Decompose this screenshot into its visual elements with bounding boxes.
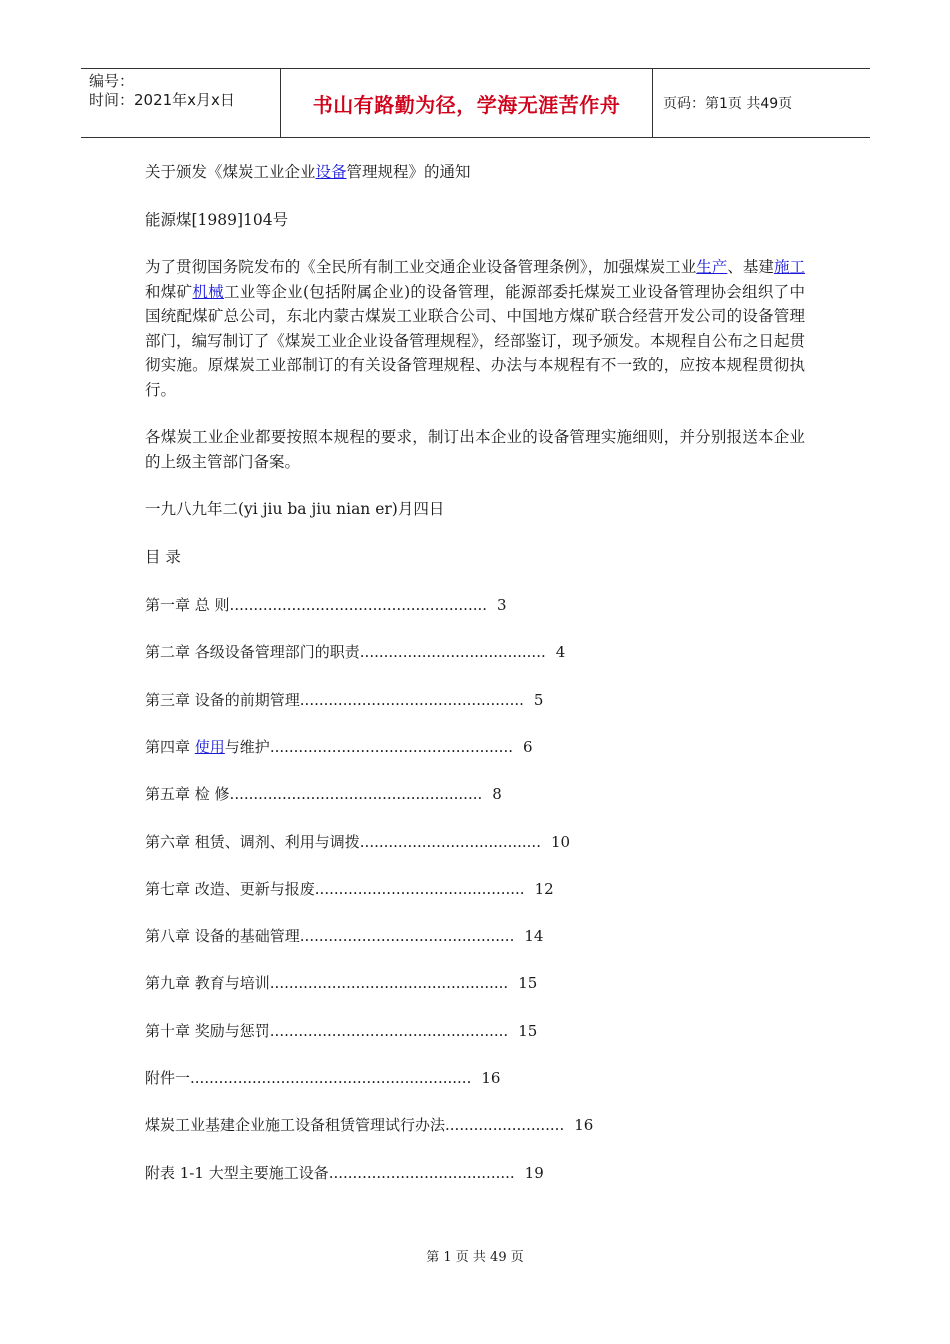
para1-text-c: 和煤矿 — [145, 282, 193, 301]
toc-leader-dots: ....................................... — [328, 1163, 515, 1182]
toc-entry-title: 煤炭工业基建企业施工设备租赁管理试行办法 — [145, 1116, 446, 1135]
toc-leader-dots: ..................................................... — [229, 785, 483, 804]
toc-entry-title: 第五章 检 修 — [145, 785, 230, 804]
toc-entry[interactable] — [145, 1020, 765, 1041]
toc-entry-title-end: 与维护 — [224, 737, 270, 756]
toc-entry-title: 第三章 设备的前期管理 — [145, 690, 300, 709]
toc-page-number: 8 — [492, 785, 502, 804]
para1-text-d: 工业等企业(包括附属企业)的设备管理，能源部委托煤炭工业设备管理协会组织了中国统配煤矿总公司，东北内蒙古煤炭工业联合公司、中国地方煤矿联合经营开发公司的设备管理部门，编写制订了《煤炭工业企业设备管理规程》，经部鉴订，现予颁发。本规程自公布之日起贯彻实施。原煤炭工业部制订的有关设备管理规程、办法与本规程有不一致的，应按本规程贯彻执行。 — [145, 282, 805, 399]
paragraph-1 — [145, 255, 805, 402]
toc-leader-dots: .................................................. — [269, 974, 509, 993]
toc-page-number: 14 — [524, 927, 544, 946]
toc-entry[interactable] — [145, 1114, 765, 1135]
toc-entry[interactable] — [145, 641, 765, 662]
toc-page-number: 19 — [524, 1163, 544, 1182]
para1-text-a: 为了贯彻国务院发布的《全民所有制工业交通企业设备管理条例》，加强煤炭工业 — [145, 258, 697, 276]
toc-entry-title: 第八章 设备的基础管理 — [145, 927, 300, 946]
toc-entry[interactable] — [145, 736, 765, 757]
header-meta — [81, 69, 281, 137]
toc-entry[interactable] — [145, 925, 765, 946]
doc-number-label: 编号： — [89, 72, 135, 90]
toc-leader-dots: ....................................... — [359, 643, 546, 662]
toc-leader-dots: ........................................................... — [190, 1069, 472, 1087]
toc-entry-title: 附表 1-1 大型主要施工设备 — [145, 1163, 329, 1182]
motto: 书山有路勤为径，学海无涯苦作舟 — [281, 69, 653, 137]
page-header — [81, 68, 870, 138]
toc-entry-title: 第二章 各级设备管理部门的职责 — [145, 643, 360, 662]
toc-page-number: 10 — [550, 832, 571, 851]
toc-entry-title: 第六章 租赁、调剂、利用与调拨 — [145, 832, 360, 851]
toc-entry[interactable] — [145, 594, 765, 615]
page-indicator: 页码：第1页 共49页 — [663, 96, 793, 112]
toc-entry[interactable] — [145, 831, 765, 852]
toc-page-number: 3 — [497, 596, 507, 614]
toc-leader-dots: ............................................ — [314, 879, 525, 898]
page-footer: 第 1 页 共 49 页 — [426, 1250, 524, 1265]
toc-entry-title: 第十章 奖励与惩罚 — [145, 1021, 270, 1040]
toc-leader-dots: ............................................... — [299, 690, 524, 709]
link-machinery[interactable]: 机械 — [192, 282, 224, 301]
para1-text-b: 、基建 — [727, 258, 774, 276]
toc-entry[interactable] — [145, 1162, 765, 1183]
toc-entry[interactable] — [145, 972, 765, 993]
notice-title — [145, 160, 805, 185]
doc-number: 能源煤[1989]104号 — [145, 210, 289, 229]
link-production[interactable]: 生产 — [696, 258, 728, 276]
toc-page-number: 5 — [533, 690, 544, 709]
toc-page-number: 12 — [534, 879, 554, 898]
toc-entry-title: 第九章 教育与培训 — [145, 974, 270, 993]
toc-entry-title: 第七章 改造、更新与报废 — [145, 879, 315, 898]
toc-page-number: 15 — [518, 1021, 538, 1040]
date-label: 时间：2021年x月x日 — [89, 91, 235, 109]
title-text-end: 管理规程》的通知 — [346, 163, 471, 181]
issue-date: 一九八九年二(yi jiu ba jiu nian er)月四日 — [145, 500, 445, 518]
toc-page-number: 4 — [555, 643, 566, 662]
toc-page-number: 16 — [481, 1069, 501, 1087]
toc-entry[interactable] — [145, 1067, 765, 1088]
toc-page-number: 16 — [574, 1116, 594, 1135]
toc-leader-dots: ...................................................... — [229, 596, 488, 614]
toc-leader-dots: ................................................... — [269, 737, 513, 756]
toc-leader-dots: .................................................. — [269, 1021, 509, 1040]
toc-entry-title: 附件一 — [145, 1069, 191, 1087]
toc-entry[interactable] — [145, 878, 765, 899]
title-text: 关于颁发《煤炭工业企业 — [145, 163, 316, 181]
toc-entry-link[interactable]: 使用 — [194, 737, 225, 756]
paragraph-2: 各煤炭工业企业都要按照本规程的要求，制订出本企业的设备管理实施细则，并分别报送本企业的上级主管部门备案。 — [145, 428, 805, 471]
toc-entry-title: 第一章 总 则 — [145, 596, 230, 614]
toc-leader-dots: ......................... — [445, 1116, 565, 1135]
toc-leader-dots: ...................................... — [359, 832, 541, 851]
toc-leader-dots: ............................................. — [299, 927, 515, 946]
toc-entry[interactable] — [145, 689, 765, 710]
document-body — [145, 160, 805, 592]
toc-page-number: 15 — [518, 974, 538, 993]
toc-entry-title: 第四章 — [145, 737, 195, 756]
toc-entry[interactable] — [145, 783, 765, 804]
link-construction[interactable]: 施工 — [773, 258, 805, 276]
toc-heading: 目 录 — [145, 547, 181, 566]
toc-page-number: 6 — [522, 737, 533, 756]
link-equipment[interactable]: 设备 — [315, 163, 347, 181]
